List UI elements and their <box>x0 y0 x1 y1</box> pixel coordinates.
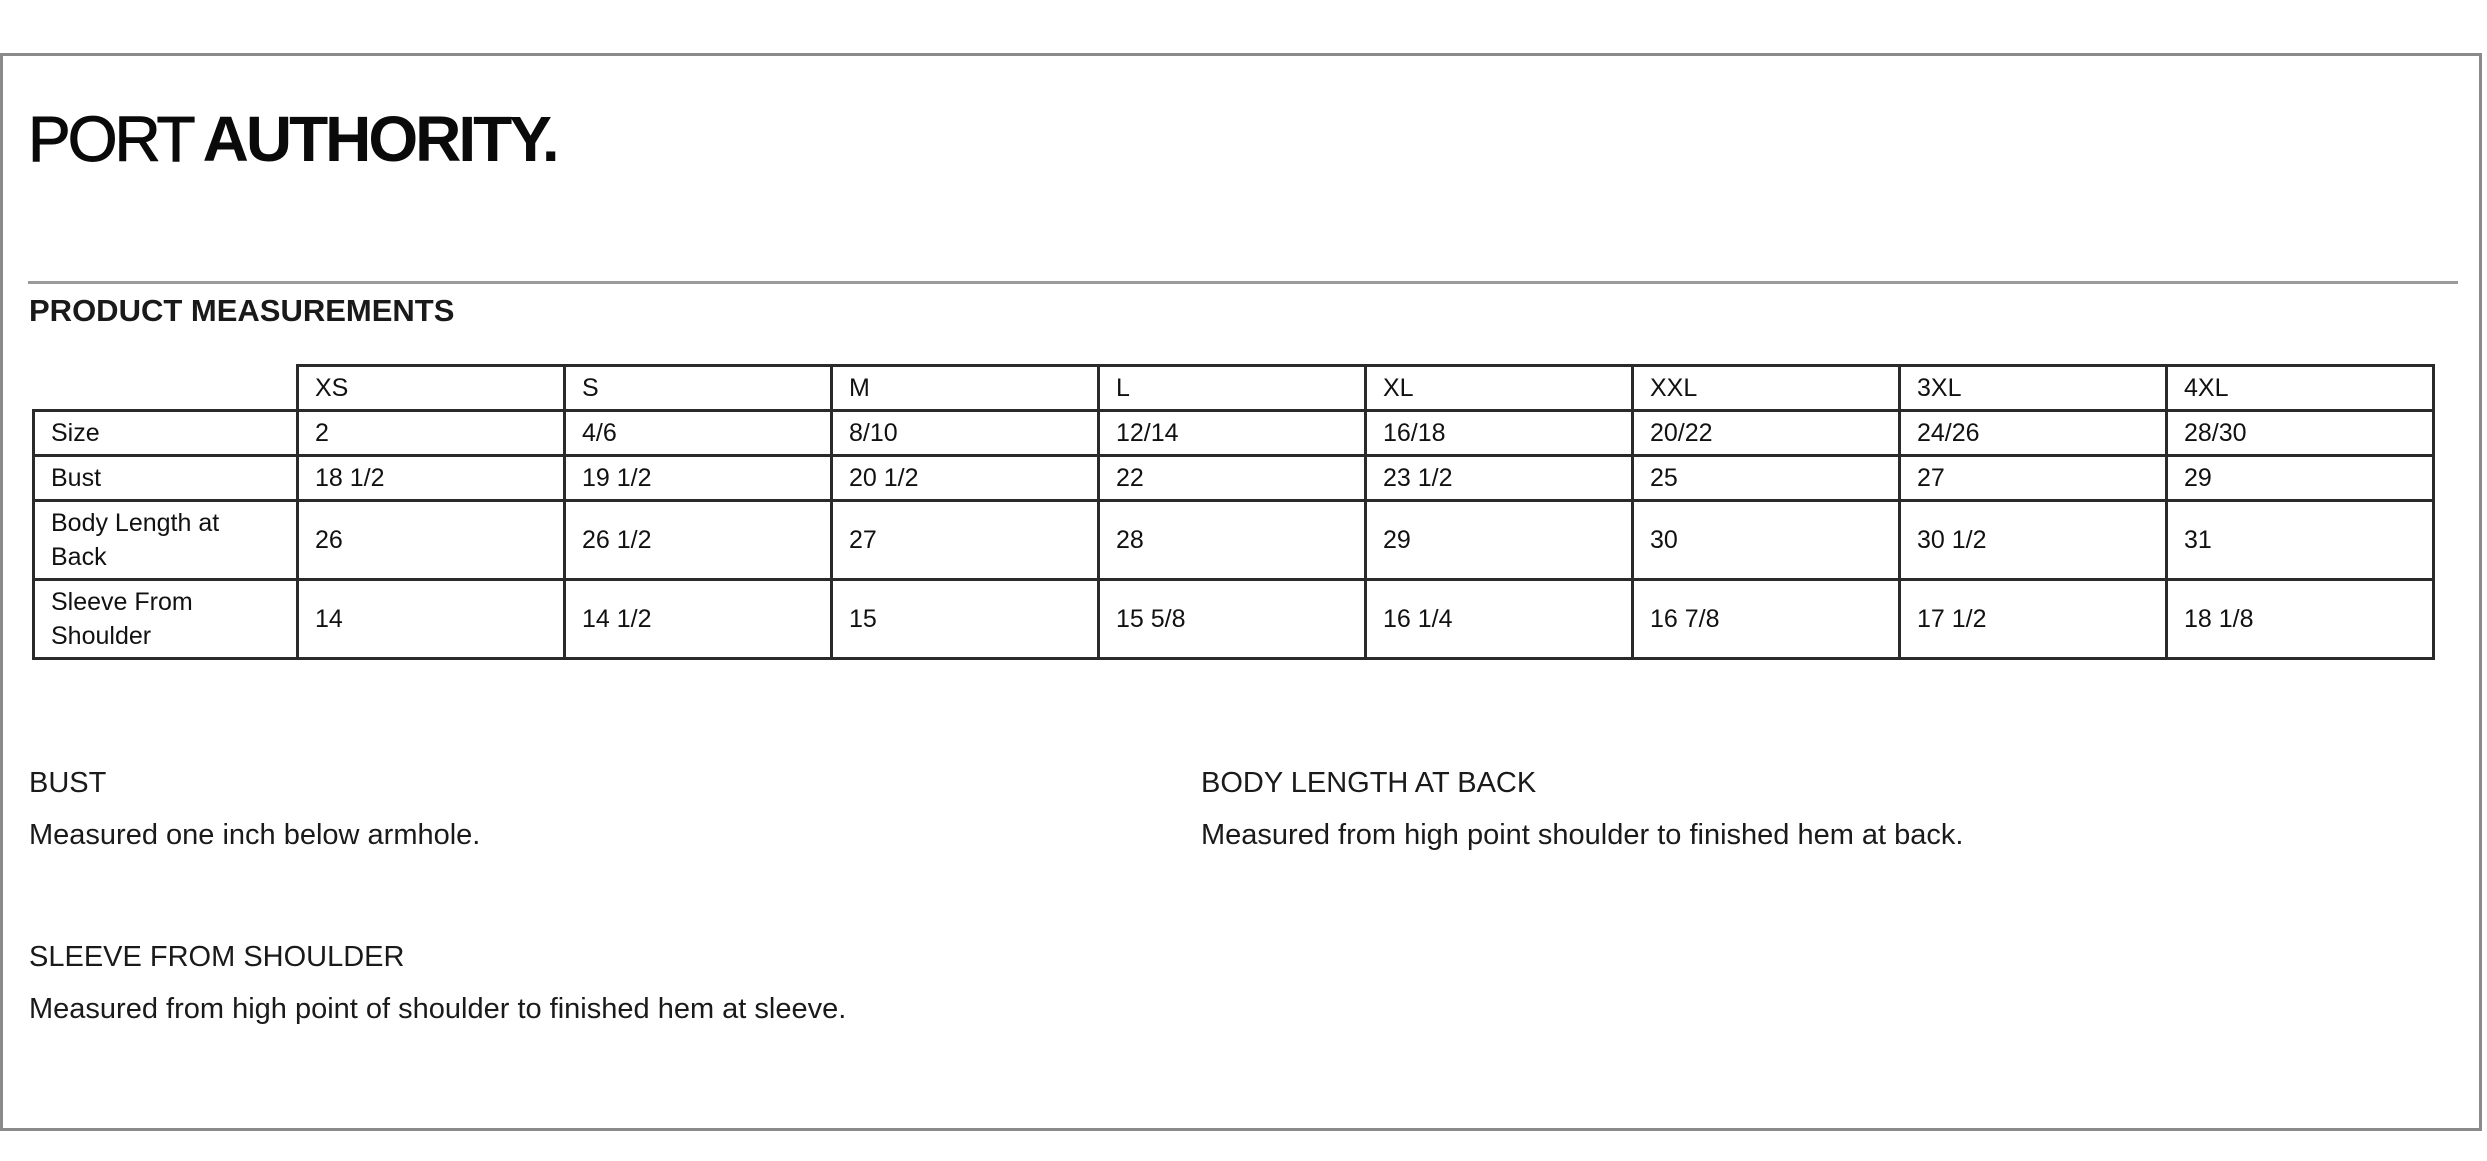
row-label: Body Length at Back <box>34 501 298 580</box>
table-cell: 27 <box>1900 456 2167 501</box>
table-cell: 20 1/2 <box>832 456 1099 501</box>
measurements-table <box>32 364 2435 660</box>
table-cell: 23 1/2 <box>1366 456 1633 501</box>
table-row <box>34 580 2434 659</box>
table-cell: 4/6 <box>565 411 832 456</box>
note-heading: BODY LENGTH AT BACK <box>1201 767 1537 799</box>
column-header: XS <box>298 366 565 411</box>
table-cell: 26 <box>298 501 565 580</box>
table-cell: 24/26 <box>1900 411 2167 456</box>
table-cell: 17 1/2 <box>1900 580 2167 659</box>
table-cell: 19 1/2 <box>565 456 832 501</box>
table-header-row <box>34 366 2434 411</box>
column-header: XXL <box>1633 366 1900 411</box>
table-cell: 15 <box>832 580 1099 659</box>
table-cell: 30 <box>1633 501 1900 580</box>
note-text: Measured from high point shoulder to finished hem at back. <box>1201 819 1964 851</box>
table-cell: 29 <box>1366 501 1633 580</box>
table-cell: 15 5/8 <box>1099 580 1366 659</box>
table-cell: 25 <box>1633 456 1900 501</box>
note-body-length <box>1201 765 1963 853</box>
note-bust <box>29 765 480 853</box>
table-cell: 26 1/2 <box>565 501 832 580</box>
table-cell: 2 <box>298 411 565 456</box>
table-cell: 20/22 <box>1633 411 1900 456</box>
table-cell: 16 7/8 <box>1633 580 1900 659</box>
note-heading: SLEEVE FROM SHOULDER <box>29 941 405 973</box>
column-header: 4XL <box>2167 366 2434 411</box>
table-cell: 28/30 <box>2167 411 2434 456</box>
column-header: XL <box>1366 366 1633 411</box>
column-header: M <box>832 366 1099 411</box>
table-cell: 29 <box>2167 456 2434 501</box>
table-cell: 28 <box>1099 501 1366 580</box>
table-row <box>34 411 2434 456</box>
header-corner-cell <box>34 366 298 411</box>
note-text: Measured one inch below armhole. <box>29 819 481 851</box>
row-label: Size <box>34 411 298 456</box>
header-divider <box>28 281 2458 284</box>
logo-word-port: PORT <box>28 103 193 175</box>
column-header: L <box>1099 366 1366 411</box>
row-label: Sleeve From Shoulder <box>34 580 298 659</box>
column-header: S <box>565 366 832 411</box>
table-cell: 18 1/8 <box>2167 580 2434 659</box>
table-cell: 22 <box>1099 456 1366 501</box>
brand-logo <box>28 104 557 174</box>
table-cell: 30 1/2 <box>1900 501 2167 580</box>
table-cell: 8/10 <box>832 411 1099 456</box>
note-heading: BUST <box>29 767 107 799</box>
note-sleeve <box>29 939 846 1027</box>
table-cell: 14 1/2 <box>565 580 832 659</box>
table-cell: 27 <box>832 501 1099 580</box>
column-header: 3XL <box>1900 366 2167 411</box>
table-row <box>34 501 2434 580</box>
logo-word-authority: AUTHORITY. <box>202 103 557 175</box>
section-title: PRODUCT MEASUREMENTS <box>29 293 455 328</box>
note-text: Measured from high point of shoulder to finished hem at sleeve. <box>29 993 847 1025</box>
table-cell: 18 1/2 <box>298 456 565 501</box>
table-cell: 16 1/4 <box>1366 580 1633 659</box>
table-cell: 12/14 <box>1099 411 1366 456</box>
row-label: Bust <box>34 456 298 501</box>
table-cell: 16/18 <box>1366 411 1633 456</box>
table-cell: 14 <box>298 580 565 659</box>
table-row <box>34 456 2434 501</box>
table-cell: 31 <box>2167 501 2434 580</box>
